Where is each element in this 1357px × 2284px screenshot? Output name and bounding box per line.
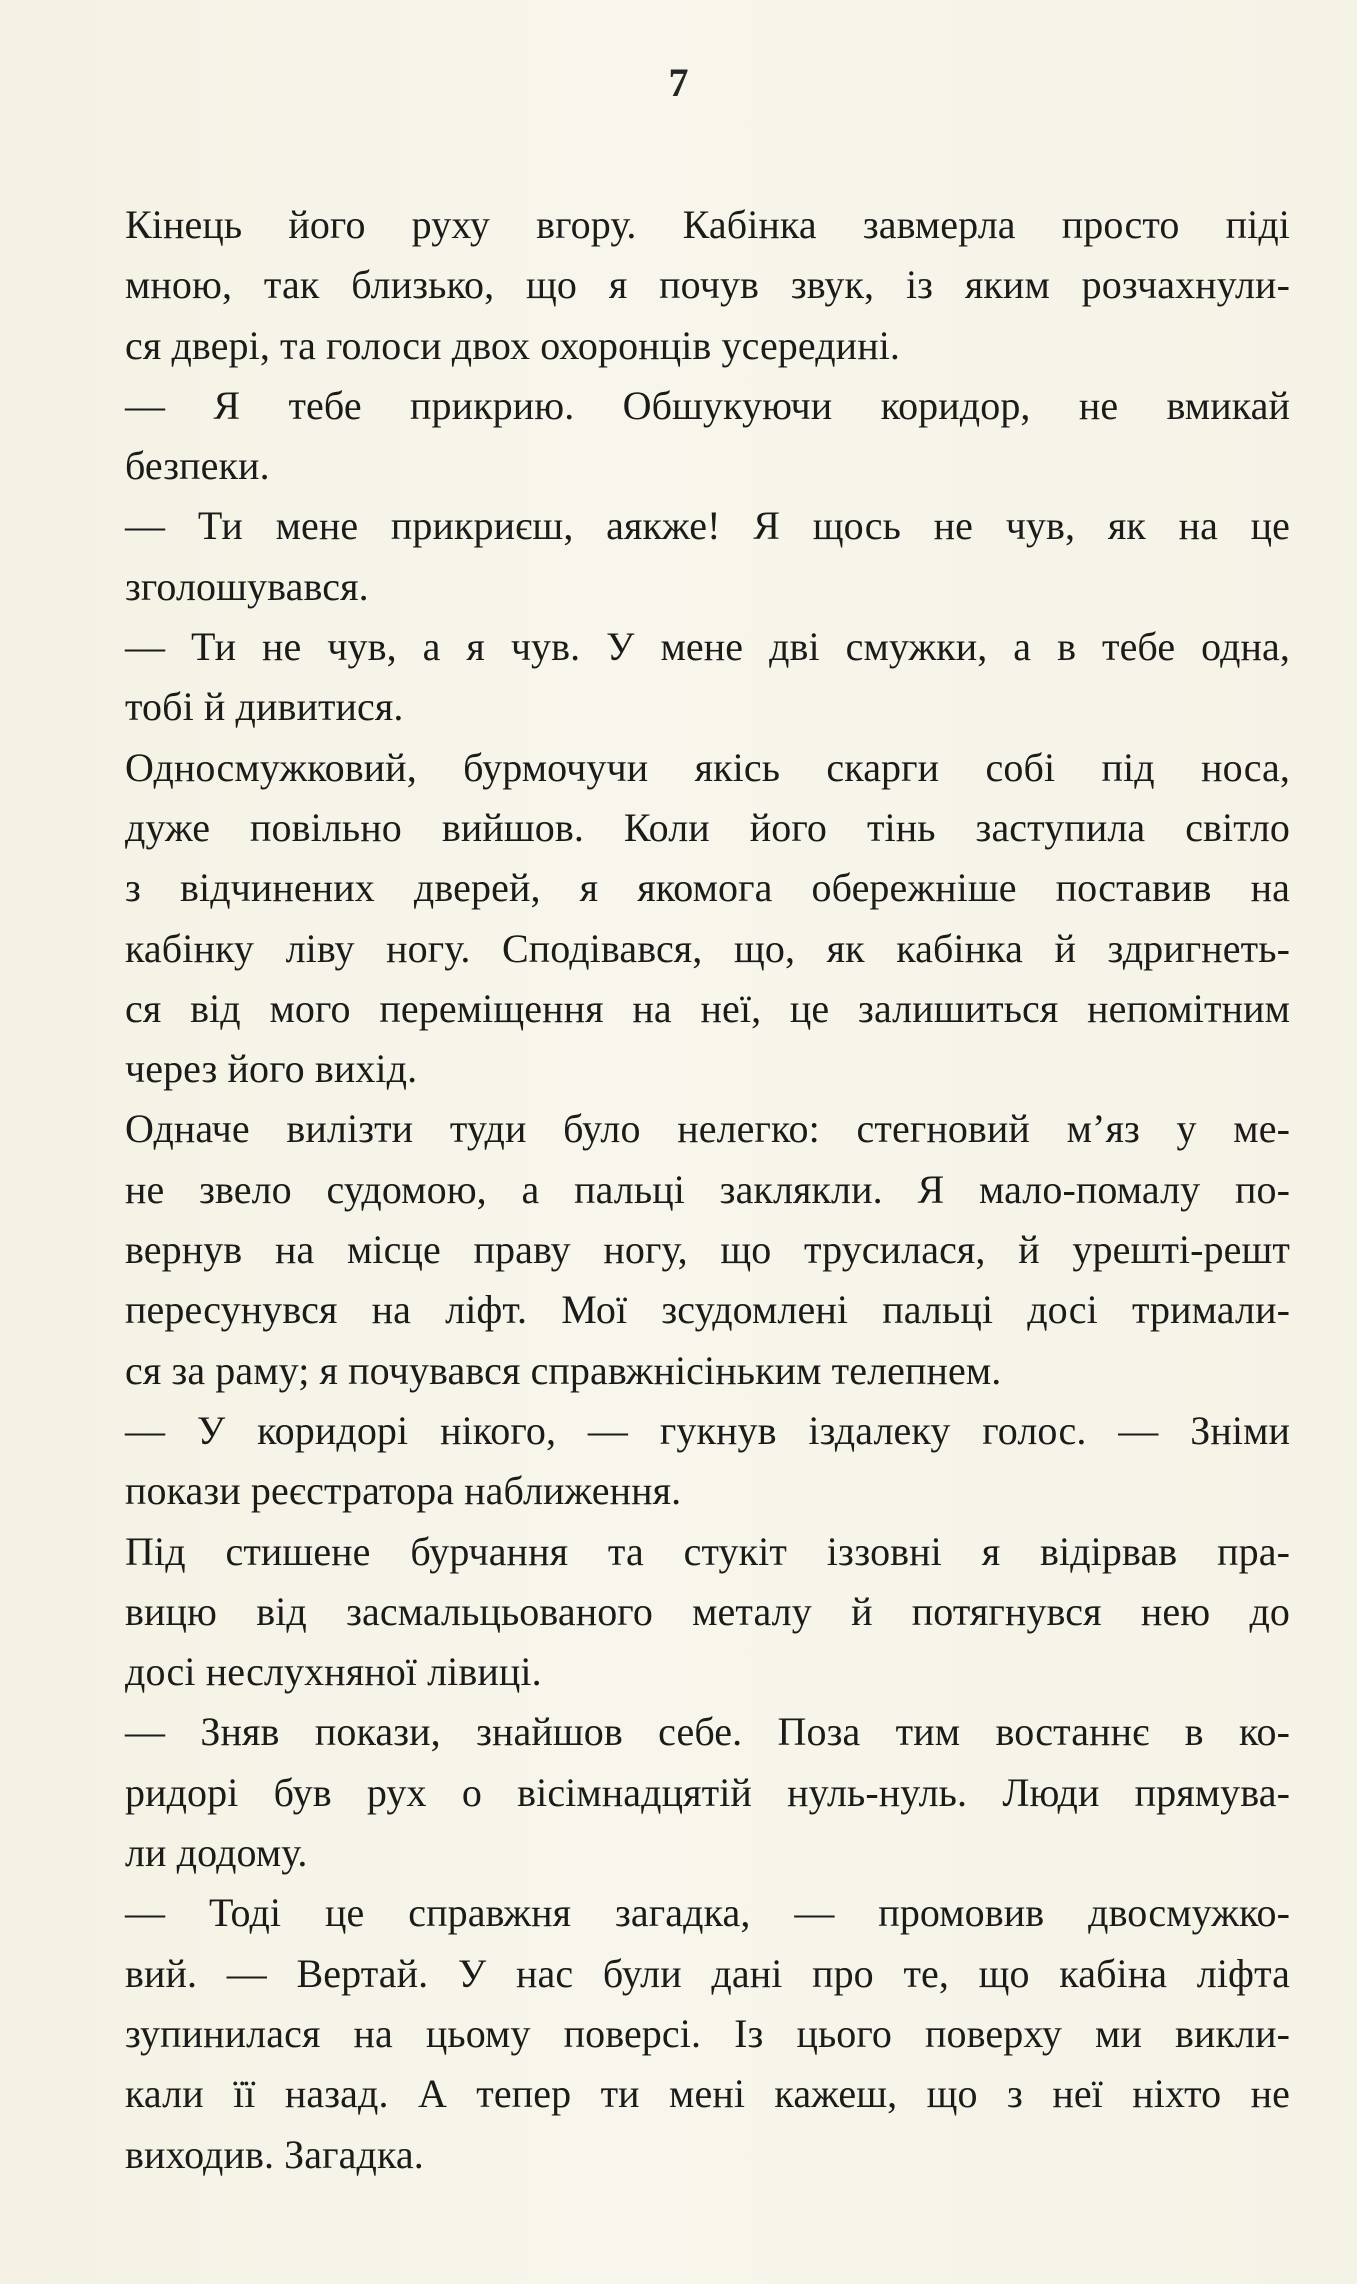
text-line: Одначе вилізти туди було нелегко: стегновий м’яз у ме- <box>125 1106 1290 1152</box>
text-line: ридорі був рух о вісімнадцятій нуль-нуль. Люди прямува- <box>125 1769 1290 1815</box>
text-line: тобі й дивитися. <box>125 684 404 730</box>
text-line: з відчинених дверей, я якомога обережніше поставив на <box>125 865 1290 911</box>
text-line: пересунувся на ліфт. Мої зсудомлені пальці досі тримали- <box>125 1287 1290 1333</box>
text-line: ся двері, та голоси двох охоронців усередині. <box>125 322 901 368</box>
body-text <box>125 195 1290 2185</box>
text-line: ся від мого переміщення на неї, це залишиться непомітним <box>125 985 1290 1031</box>
text-line: кабінку ліву ногу. Сподівався, що, як кабінка й здригнеть- <box>125 925 1290 971</box>
text-line: — Ти не чув, а я чув. У мене дві смужки, а в тебе одна, <box>125 624 1290 670</box>
text-line: не звело судомою, а пальці заклякли. Я мало-помалу по- <box>125 1166 1290 1212</box>
text-line: виходив. Загадка. <box>125 2131 424 2177</box>
text-line: — У коридорі нікого, — гукнув іздалеку голос. — Зніми <box>125 1407 1290 1453</box>
text-line: ли додому. <box>125 1830 308 1876</box>
text-line: зупинилася на цьому поверсі. Із цього поверху ми викли- <box>125 2010 1290 2056</box>
text-line: — Я тебе прикрию. Обшукуючи коридор, не вмикай <box>125 382 1290 428</box>
text-line: ся за раму; я почувався справжнісіньким телепнем. <box>125 1347 1002 1393</box>
text-line: Односмужковий, бурмочучи якісь скарги собі під носа, <box>125 744 1290 790</box>
text-line: Під стишене бурчання та стукіт іззовні я відірвав пра- <box>125 1528 1290 1574</box>
text-line: — Тоді це справжня загадка, — промовив двосмужко- <box>125 1890 1290 1936</box>
text-line: вий. — Вертай. У нас були дані про те, що кабіна ліфта <box>125 1950 1290 1996</box>
page-number: 7 <box>668 60 689 105</box>
text-line: — Ти мене прикриєш, аякже! Я щось не чув, як на це <box>125 503 1290 549</box>
text-line: досі неслухняної лівиці. <box>125 1649 542 1695</box>
text-line: вернув на місце праву ногу, що трусилася, й урешті-решт <box>125 1227 1290 1273</box>
text-line: кали її назад. А тепер ти мені кажеш, що з неї ніхто не <box>125 2071 1290 2117</box>
text-line: мною, так близько, що я почув звук, із яким розчахнули- <box>125 262 1290 308</box>
text-line: — Зняв покази, знайшов себе. Поза тим востаннє в ко- <box>125 1709 1290 1755</box>
text-line: вицю від засмальцьованого металу й потягнувся нею до <box>125 1588 1290 1634</box>
text-line: безпеки. <box>125 443 270 489</box>
text-line: через його вихід. <box>125 1046 418 1092</box>
text-line: дуже повільно вийшов. Коли його тінь заступила світло <box>125 804 1290 850</box>
text-line: Кінець його руху вгору. Кабінка завмерла просто піді <box>125 202 1290 247</box>
text-line: зголошувався. <box>125 563 369 609</box>
text-line: покази реєстратора наближення. <box>125 1468 682 1514</box>
